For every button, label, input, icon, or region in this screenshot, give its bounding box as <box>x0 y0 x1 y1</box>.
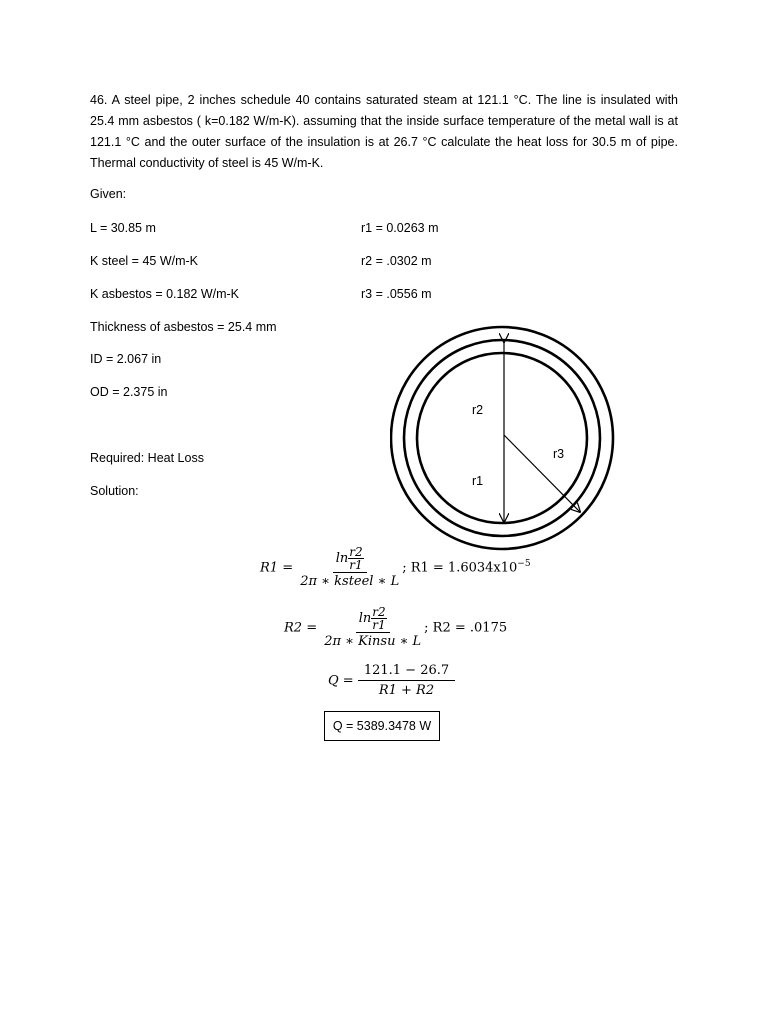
r1-denominator: 2π ∗ ksteel ∗ L <box>300 574 400 589</box>
problem-statement: 46. A steel pipe, 2 inches schedule 40 contains saturated steam at 121.1 °C. The line is insulated with 25.4 mm asbestos ( k=0.182 W/m-K). assuming that the inside surface temperature of the metal wall is at 121.1 °C and the outer surface of the insulation is at 26.7 °C calculate the heat loss for 30.5 m of pipe. Thermal conductivity of steel is 45 W/m-K. <box>90 93 678 170</box>
label-r2: r2 <box>472 403 484 417</box>
q-lhs: Q = <box>328 673 354 689</box>
r1-ratio-den: r1 <box>349 558 363 572</box>
r1-ln: ln <box>335 551 349 566</box>
r2-fraction <box>321 606 424 650</box>
r1-result: ; R1 = 1.6034x10 <box>402 560 518 576</box>
pipe-outer-circle <box>404 340 600 536</box>
r2-ratio-num: r2 <box>372 605 386 619</box>
r1-lhs: R1 = <box>260 560 294 576</box>
r1-fraction <box>297 546 402 590</box>
r1-exponent: −5 <box>517 559 531 570</box>
label-r3: r3 <box>553 447 565 461</box>
q-fraction <box>358 663 455 699</box>
given-heading: Given: <box>90 187 127 201</box>
r2-ln: ln <box>358 611 372 626</box>
outer-insulation-circle <box>391 327 613 549</box>
given-r1: r1 = 0.0263 m <box>361 221 439 235</box>
r2-result: ; R2 = .0175 <box>424 620 508 636</box>
r2-ratio-den: r1 <box>372 618 386 632</box>
given-k-asbestos: K asbestos = 0.182 W/m-K <box>90 287 240 301</box>
given-k-steel: K steel = 45 W/m-K <box>90 254 199 268</box>
r2-denominator: 2π ∗ Kinsu ∗ L <box>324 634 422 649</box>
pipe-inner-circle <box>417 353 587 523</box>
solution-heading: Solution: <box>90 484 139 498</box>
q-numerator: 121.1 − 26.7 <box>358 663 455 681</box>
equation-r2 <box>284 606 507 650</box>
label-r1: r1 <box>472 474 484 488</box>
given-length: L = 30.85 m <box>90 221 156 235</box>
q-denominator: R1 + R2 <box>378 683 435 698</box>
given-id: ID = 2.067 in <box>90 352 162 366</box>
required-line: Required: Heat Loss <box>90 451 204 465</box>
radius-r3-arrow <box>504 435 580 512</box>
equation-q <box>328 663 455 699</box>
equation-r1 <box>260 546 531 590</box>
pipe-cross-section-diagram <box>390 320 630 560</box>
given-od: OD = 2.375 in <box>90 385 168 399</box>
r1-ratio-num: r2 <box>349 545 363 559</box>
answer-box: Q = 5389.3478 W <box>324 711 440 741</box>
r2-lhs: R2 = <box>284 620 318 636</box>
given-r3: r3 = .0556 m <box>361 287 432 301</box>
given-thickness: Thickness of asbestos = 25.4 mm <box>90 320 277 334</box>
given-r2: r2 = .0302 m <box>361 254 432 268</box>
